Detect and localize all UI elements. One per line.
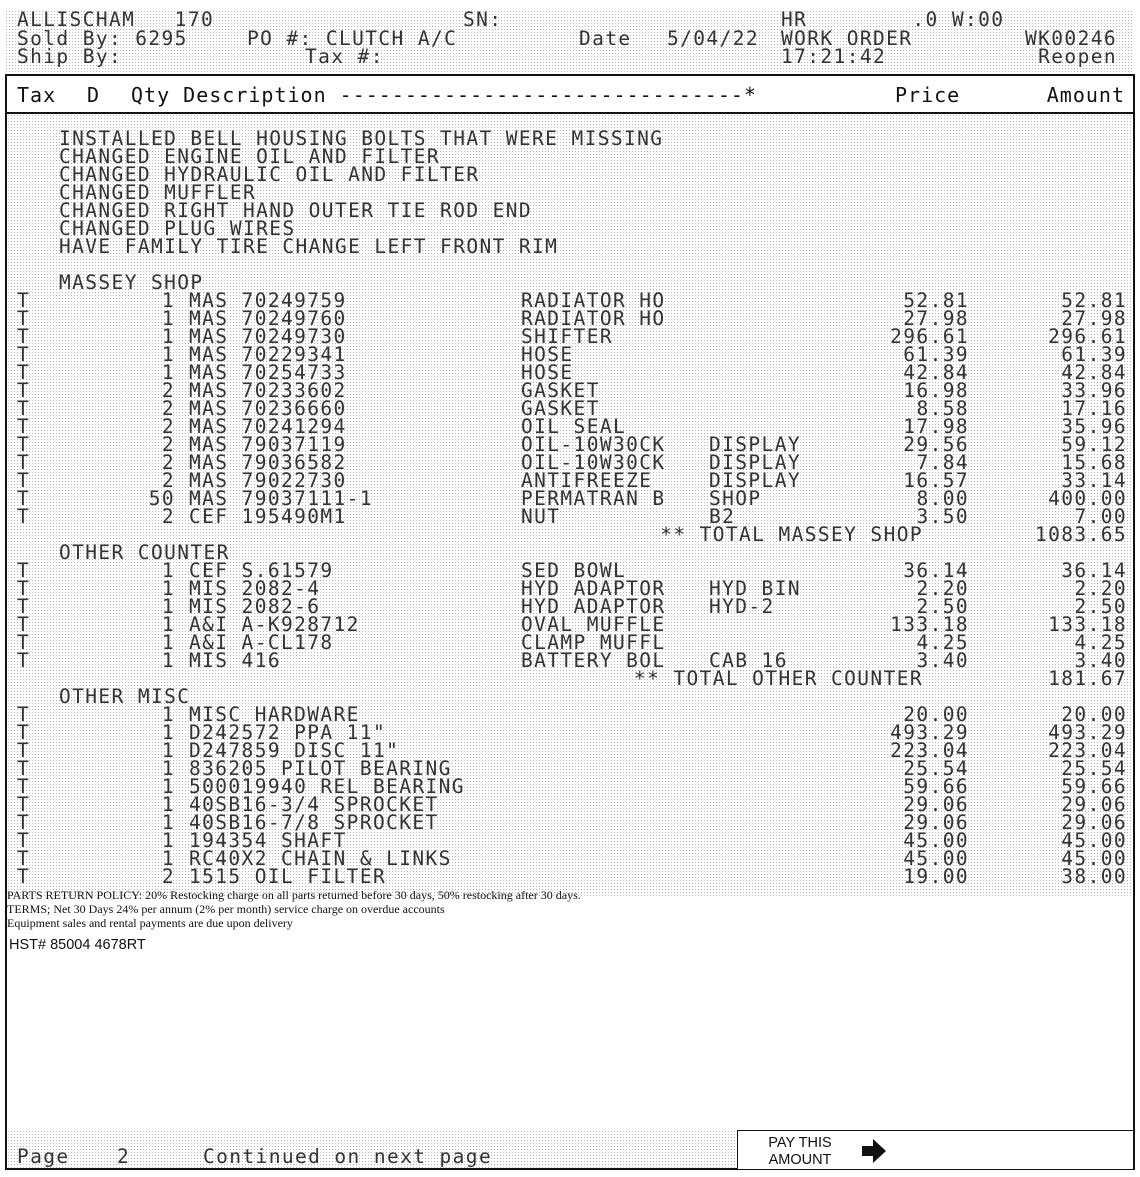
section-total-amount: 1083.65 [1035, 523, 1127, 546]
customer-code: ALLISCHAM 170 [17, 8, 215, 31]
quantity: 1 [161, 577, 175, 600]
quantity: 1 [161, 361, 175, 384]
part-number: 194354 SHAFT [189, 829, 347, 852]
unit-price: 29.06 [903, 811, 969, 834]
section-title-text: OTHER MISC [59, 685, 191, 708]
tax-flag: T [17, 469, 31, 492]
line-items-area [7, 114, 1133, 897]
tax-flag: T [17, 631, 31, 654]
unit-price: 29.06 [903, 793, 969, 816]
po-number: PO #: CLUTCH A/C [247, 27, 458, 50]
item-location: DISPLAY [709, 433, 801, 456]
item-description: RADIATOR HO [521, 307, 666, 330]
item-description: HOSE [521, 361, 574, 384]
unit-price: 42.84 [903, 361, 969, 384]
note-text: CHANGED MUFFLER [59, 181, 257, 204]
part-number: MAS 70249760 [189, 307, 347, 330]
invoice-footer [7, 1130, 1133, 1168]
part-number: MIS 2082-4 [189, 577, 321, 600]
item-location: B2 [709, 505, 736, 528]
item-location: CAB 16 [709, 649, 788, 672]
arrow-right-icon [860, 1137, 888, 1165]
continued-note: Continued on next page [203, 1145, 493, 1168]
tax-flag: T [17, 613, 31, 636]
invoice-header [5, 10, 1133, 72]
part-number: MAS 70241294 [189, 415, 347, 438]
tax-flag: T [17, 343, 31, 366]
order-status: Reopen [1038, 45, 1117, 68]
line-amount: 45.00 [1061, 847, 1127, 870]
item-description: CLAMP MUFFL [521, 631, 666, 654]
policy-line: PARTS RETURN POLICY: 20% Restocking charge on all parts returned before 30 days, 50% restocking after 30 days. [7, 888, 581, 902]
time-value: 17:21:42 [781, 45, 887, 68]
line-amount: 45.00 [1061, 829, 1127, 852]
tax-flag: T [17, 487, 31, 510]
item-location: HYD-2 [709, 595, 775, 618]
note-text: CHANGED RIGHT HAND OUTER TIE ROD END [59, 199, 533, 222]
item-description: HOSE [521, 343, 574, 366]
line-amount: 27.98 [1061, 307, 1127, 330]
quantity: 1 [161, 559, 175, 582]
quantity: 2 [161, 433, 175, 456]
tax-flag: T [17, 325, 31, 348]
unit-price: 3.40 [916, 649, 969, 672]
item-description: HYD ADAPTOR [521, 577, 666, 600]
part-number: CEF S.61579 [189, 559, 334, 582]
policy-line: Equipment sales and rental payments are due upon delivery [7, 916, 293, 930]
col-tax: Tax [17, 83, 57, 107]
quantity: 1 [161, 595, 175, 618]
line-amount: 2.20 [1074, 577, 1127, 600]
note-text: CHANGED PLUG WIRES [59, 217, 296, 240]
section-title-text: OTHER COUNTER [59, 541, 230, 564]
col-qty-description: Qty Description -------------------------------* [131, 83, 757, 107]
pay-label-line: PAY THIS [768, 1135, 832, 1151]
quantity: 1 [161, 703, 175, 726]
tax-flag: T [17, 361, 31, 384]
line-amount: 42.84 [1061, 361, 1127, 384]
note-text: HAVE FAMILY TIRE CHANGE LEFT FRONT RIM [59, 235, 559, 258]
line-amount: 15.68 [1061, 451, 1127, 474]
line-amount: 4.25 [1074, 631, 1127, 654]
line-amount: 35.96 [1061, 415, 1127, 438]
part-number: MIS 2082-6 [189, 595, 321, 618]
tax-flag: T [17, 397, 31, 420]
item-location: SHOP [709, 487, 762, 510]
page-number: 2 [117, 1145, 131, 1168]
part-number: A&I A-K928712 [189, 613, 360, 636]
hours-readout: HR .0 W:00 [781, 8, 1005, 31]
document-type: WORK ORDER [781, 27, 913, 50]
pay-label [752, 1135, 848, 1169]
section-total-label: ** TOTAL OTHER COUNTER [633, 667, 923, 690]
line-amount: 3.40 [1074, 649, 1127, 672]
tax-flag: T [17, 433, 31, 456]
tax-flag: T [17, 757, 31, 780]
unit-price: 19.00 [903, 865, 969, 888]
unit-price: 8.58 [916, 397, 969, 420]
column-header [7, 76, 1133, 114]
policy-line: TERMS; Net 30 Days 24% per annum (2% per month) service charge on overdue accounts [7, 902, 445, 916]
line-amount: 38.00 [1061, 865, 1127, 888]
part-number: MAS 70229341 [189, 343, 347, 366]
item-description: SHIFTER [521, 325, 613, 348]
unit-price: 7.84 [916, 451, 969, 474]
unit-price: 2.50 [916, 595, 969, 618]
unit-price: 296.61 [890, 325, 969, 348]
unit-price: 29.56 [903, 433, 969, 456]
part-number: MAS 79022730 [189, 469, 347, 492]
tax-flag: T [17, 811, 31, 834]
tax-flag: T [17, 379, 31, 402]
unit-price: 27.98 [903, 307, 969, 330]
col-price: Price [895, 83, 961, 107]
quantity: 2 [161, 469, 175, 492]
tax-flag: T [17, 865, 31, 888]
quantity: 2 [161, 451, 175, 474]
unit-price: 2.20 [916, 577, 969, 600]
part-number: D247859 DISC 11" [189, 739, 400, 762]
item-description: HYD ADAPTOR [521, 595, 666, 618]
quantity: 1 [161, 811, 175, 834]
tax-flag: T [17, 847, 31, 870]
tax-flag: T [17, 721, 31, 744]
tax-flag: T [17, 307, 31, 330]
line-amount: 133.18 [1048, 613, 1127, 636]
unit-price: 59.66 [903, 775, 969, 798]
item-location: DISPLAY [709, 451, 801, 474]
quantity: 1 [161, 613, 175, 636]
serial-number-label: SN: [463, 8, 503, 31]
line-amount: 33.14 [1061, 469, 1127, 492]
line-amount: 493.29 [1048, 721, 1127, 744]
item-description: PERMATRAN B [521, 487, 666, 510]
item-location: HYD BIN [709, 577, 801, 600]
part-number: 40SB16-7/8 SPROCKET [189, 811, 439, 834]
item-description: ANTIFREEZE [521, 469, 653, 492]
part-number: 500019940 REL BEARING [189, 775, 465, 798]
item-description: SED BOWL [521, 559, 627, 582]
col-amount: Amount [1046, 83, 1125, 107]
quantity: 2 [161, 505, 175, 528]
quantity: 2 [161, 415, 175, 438]
line-amount: 2.50 [1074, 595, 1127, 618]
part-number: MAS 79036582 [189, 451, 347, 474]
line-item-row [7, 865, 1133, 888]
quantity: 50 [148, 487, 175, 510]
line-amount: 52.81 [1061, 289, 1127, 312]
line-amount: 29.06 [1061, 793, 1127, 816]
part-number: MISC HARDWARE [189, 703, 360, 726]
quantity: 2 [161, 379, 175, 402]
unit-price: 133.18 [890, 613, 969, 636]
pay-label-line: AMOUNT [768, 1152, 832, 1168]
section-total-amount: 181.67 [1048, 667, 1127, 690]
invoice-frame [5, 74, 1135, 1170]
item-description: GASKET [521, 397, 600, 420]
tax-flag: T [17, 559, 31, 582]
item-description: OIL-10W30CK [521, 433, 666, 456]
item-description: OIL SEAL [521, 415, 627, 438]
line-amount: 296.61 [1048, 325, 1127, 348]
quantity: 1 [161, 289, 175, 312]
quantity: 1 [161, 757, 175, 780]
unit-price: 223.04 [890, 739, 969, 762]
line-amount: 25.54 [1061, 757, 1127, 780]
line-amount: 61.39 [1061, 343, 1127, 366]
unit-price: 61.39 [903, 343, 969, 366]
item-location: DISPLAY [709, 469, 801, 492]
unit-price: 493.29 [890, 721, 969, 744]
line-amount: 17.16 [1061, 397, 1127, 420]
tax-flag: T [17, 451, 31, 474]
line-item-row [7, 649, 1133, 672]
date-label: Date [579, 27, 632, 50]
line-amount: 20.00 [1061, 703, 1127, 726]
section-total-label: ** TOTAL MASSEY SHOP [660, 523, 923, 546]
line-amount: 59.12 [1061, 433, 1127, 456]
hst-number: HST# 85004 4678RT [9, 937, 146, 953]
line-amount: 29.06 [1061, 811, 1127, 834]
note-line [7, 235, 1133, 258]
part-number: 1515 OIL FILTER [189, 865, 387, 888]
part-number: D242572 PPA 11" [189, 721, 387, 744]
unit-price: 3.50 [916, 505, 969, 528]
ship-by: Ship By: [17, 45, 123, 68]
quantity: 1 [161, 631, 175, 654]
item-description: GASKET [521, 379, 600, 402]
item-description: BATTERY BOL [521, 649, 666, 672]
quantity: 1 [161, 325, 175, 348]
unit-price: 16.98 [903, 379, 969, 402]
tax-flag: T [17, 415, 31, 438]
quantity: 1 [161, 721, 175, 744]
quantity: 1 [161, 829, 175, 852]
quantity: 1 [161, 847, 175, 870]
unit-price: 20.00 [903, 703, 969, 726]
note-text: CHANGED ENGINE OIL AND FILTER [59, 145, 441, 168]
quantity: 1 [161, 307, 175, 330]
tax-flag: T [17, 829, 31, 852]
line-amount: 400.00 [1048, 487, 1127, 510]
tax-flag: T [17, 793, 31, 816]
item-description: OIL-10W30CK [521, 451, 666, 474]
tax-flag: T [17, 289, 31, 312]
date-value: 5/04/22 [667, 27, 759, 50]
quantity: 1 [161, 343, 175, 366]
item-description: NUT [521, 505, 561, 528]
section-title-text: MASSEY SHOP [59, 271, 204, 294]
part-number: A&I A-CL178 [189, 631, 334, 654]
tax-flag: T [17, 739, 31, 762]
unit-price: 8.00 [916, 487, 969, 510]
tax-flag: T [17, 703, 31, 726]
unit-price: 52.81 [903, 289, 969, 312]
unit-price: 45.00 [903, 829, 969, 852]
quantity: 1 [161, 775, 175, 798]
tax-flag: T [17, 649, 31, 672]
col-d: D [87, 83, 101, 107]
tax-number: Tax #: [305, 45, 384, 68]
unit-price: 45.00 [903, 847, 969, 870]
policy-text [7, 888, 581, 930]
note-text: CHANGED HYDRAULIC OIL AND FILTER [59, 163, 480, 186]
part-number: MAS 70233602 [189, 379, 347, 402]
pay-amount-box [897, 1130, 1133, 1169]
part-number: CEF 195490M1 [189, 505, 347, 528]
line-amount: 59.66 [1061, 775, 1127, 798]
part-number: MIS 416 [189, 649, 281, 672]
part-number: MAS 70249759 [189, 289, 347, 312]
sold-by: Sold By: 6295 [17, 27, 188, 50]
line-amount: 223.04 [1048, 739, 1127, 762]
part-number: MAS 70236660 [189, 397, 347, 420]
unit-price: 17.98 [903, 415, 969, 438]
unit-price: 36.14 [903, 559, 969, 582]
unit-price: 25.54 [903, 757, 969, 780]
quantity: 2 [161, 397, 175, 420]
part-number: MAS 79037111-1 [189, 487, 373, 510]
unit-price: 4.25 [916, 631, 969, 654]
quantity: 1 [161, 793, 175, 816]
part-number: MAS 70249730 [189, 325, 347, 348]
line-amount: 36.14 [1061, 559, 1127, 582]
pay-this-amount-box [737, 1130, 899, 1169]
tax-flag: T [17, 577, 31, 600]
item-description: RADIATOR HO [521, 289, 666, 312]
tax-flag: T [17, 775, 31, 798]
work-order-number: WK00246 [1025, 27, 1117, 50]
part-number: 40SB16-3/4 SPROCKET [189, 793, 439, 816]
tax-flag: T [17, 505, 31, 528]
page-label: Page [17, 1145, 70, 1168]
unit-price: 16.57 [903, 469, 969, 492]
part-number: RC40X2 CHAIN & LINKS [189, 847, 452, 870]
line-amount: 33.96 [1061, 379, 1127, 402]
quantity: 2 [161, 865, 175, 888]
line-item-row [7, 505, 1133, 528]
quantity: 1 [161, 649, 175, 672]
quantity: 1 [161, 739, 175, 762]
tax-flag: T [17, 595, 31, 618]
part-number: 836205 PILOT BEARING [189, 757, 452, 780]
part-number: MAS 79037119 [189, 433, 347, 456]
line-amount: 7.00 [1074, 505, 1127, 528]
item-description: OVAL MUFFLE [521, 613, 666, 636]
part-number: MAS 70254733 [189, 361, 347, 384]
note-text: INSTALLED BELL HOUSING BOLTS THAT WERE MISSING [59, 127, 664, 150]
